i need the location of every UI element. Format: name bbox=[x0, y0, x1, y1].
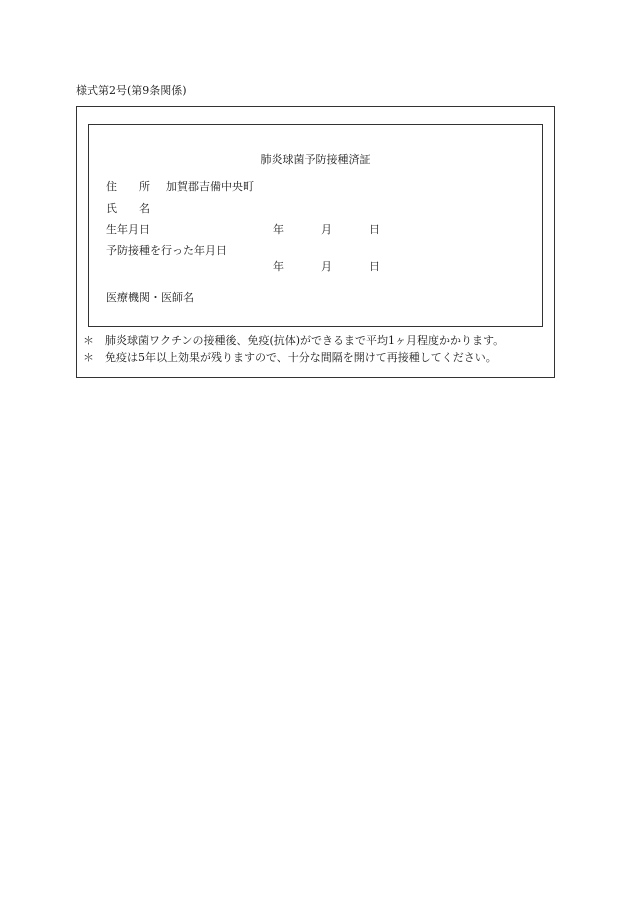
name-label: 氏 名 bbox=[106, 202, 150, 215]
address-value: 加賀郡吉備中央町 bbox=[166, 180, 254, 193]
note-item bbox=[83, 334, 504, 348]
note-text: 肺炎球菌ワクチンの接種後、免疫(抗体)ができるまで平均1ヶ月程度かかります。 bbox=[105, 334, 505, 347]
birthdate-year-unit: 年 bbox=[273, 223, 284, 236]
certificate-inner-frame bbox=[88, 124, 543, 327]
note-text: 免疫は5年以上効果が残りますので、十分な間隔を開けて再接種してください。 bbox=[105, 351, 497, 364]
institution-label: 医療機関・医師名 bbox=[106, 291, 194, 304]
certificate-title: 肺炎球菌予防接種済証 bbox=[260, 153, 371, 166]
address-label: 住 所 bbox=[106, 180, 150, 193]
vaccination-day-unit: 日 bbox=[369, 260, 380, 273]
birthdate-label: 生年月日 bbox=[106, 223, 150, 236]
vaccination-date-label: 予防接種を行った年月日 bbox=[106, 244, 227, 257]
vaccination-month-unit: 月 bbox=[321, 260, 332, 273]
asterisk-icon: ＊ bbox=[83, 334, 94, 347]
birthdate-month-unit: 月 bbox=[321, 223, 332, 236]
asterisk-icon: ＊ bbox=[83, 351, 94, 364]
note-item bbox=[83, 351, 497, 365]
form-number-label: 様式第2号(第9条関係) bbox=[76, 84, 187, 97]
birthdate-day-unit: 日 bbox=[369, 223, 380, 236]
vaccination-year-unit: 年 bbox=[273, 260, 284, 273]
certificate-outer-frame bbox=[76, 106, 555, 378]
